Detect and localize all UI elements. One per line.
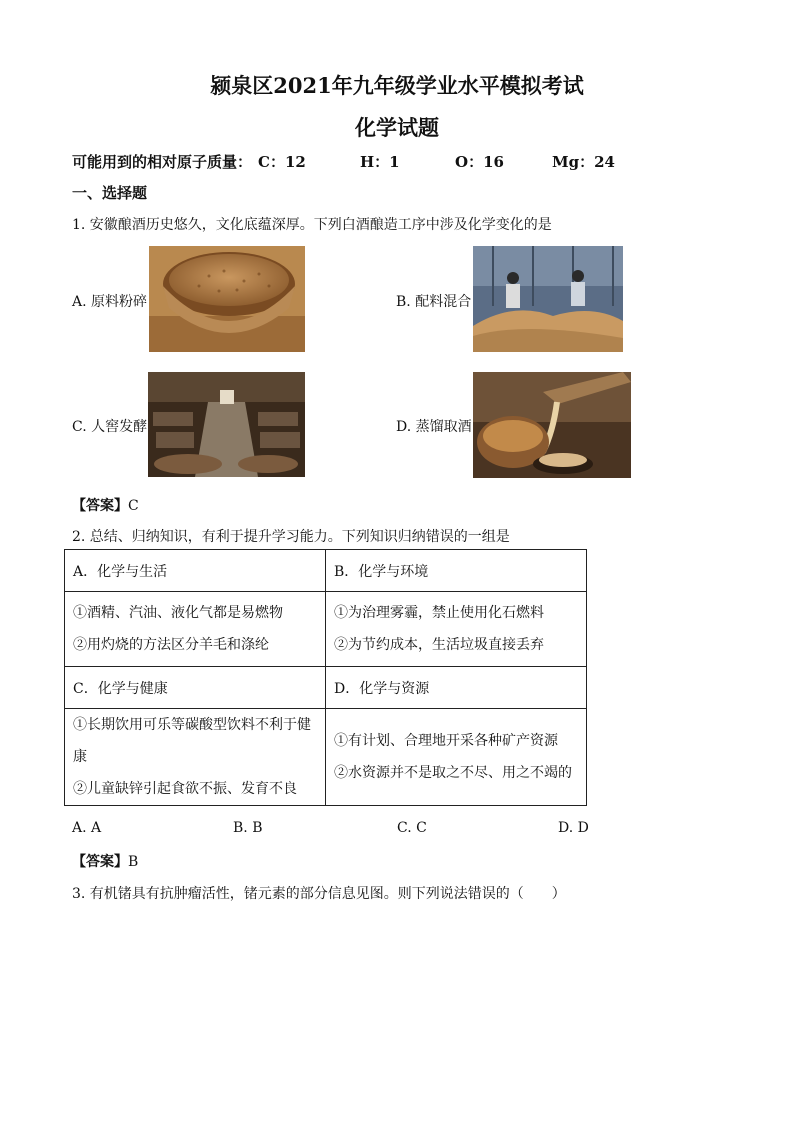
fermentation-cellar-photo (148, 372, 305, 477)
answer-tag: 【答案】 (72, 854, 128, 870)
table-line: ①有计划、合理地开采各种矿产资源 (334, 733, 558, 749)
q2-answer (72, 851, 138, 871)
knowledge-table (64, 549, 587, 806)
answer-value: C (128, 498, 139, 514)
answer-value: B (128, 854, 139, 870)
table-line: ②为节约成本，生活垃圾直接丢弃 (334, 637, 544, 653)
atomic-mass-o: O：16 (455, 153, 504, 171)
atomic-mass-h: H：1 (360, 153, 400, 171)
table-cell-c-header: C．化学与健康 (65, 667, 326, 709)
table-line: ②水资源并不是取之不尽、用之不竭的 (334, 765, 572, 781)
table-cell-b-header: B．化学与环境 (326, 550, 587, 592)
q1-option-a: A. 原料粉碎 (72, 294, 148, 310)
q2-choice-b: B. B (233, 820, 263, 836)
answer-tag: 【答案】 (72, 498, 128, 514)
table-line: ①酒精、汽油、液化气都是易燃物 (73, 605, 283, 621)
page-title: 颍泉区2021年九年级学业水平模拟考试 (210, 73, 584, 98)
q1-option-c: C. 人窖发酵 (72, 419, 148, 435)
table-line: ②用灼烧的方法区分羊毛和涤纶 (73, 637, 269, 653)
atomic-mass-label: 可能用到的相对原子质量： (72, 153, 253, 171)
grain-bowl-photo (149, 246, 305, 352)
table-cell-b-body (326, 592, 587, 667)
table-line: ②儿童缺锌引起食欲不振、发育不良 (73, 781, 297, 797)
page-subtitle: 化学试题 (355, 115, 439, 140)
table-cell-d-body (326, 709, 587, 806)
table-cell-d-header: D．化学与资源 (326, 667, 587, 709)
question-1-stem: 1. 安徽酿酒历史悠久，文化底蕴深厚。下列白酒酿造工序中涉及化学变化的是 (72, 217, 552, 233)
q2-choice-a: A. A (72, 820, 102, 836)
table-cell-a-header: A．化学与生活 (65, 550, 326, 592)
liquor-distilling-photo (473, 372, 631, 478)
atomic-mass-c: C：12 (258, 153, 306, 171)
q1-option-d: D. 蒸馏取酒 (396, 419, 472, 435)
q1-answer (72, 495, 139, 515)
table-cell-a-body (65, 592, 326, 667)
q2-choice-d: D. D (558, 820, 589, 836)
question-2-stem: 2. 总结、归纳知识，有利于提升学习能力。下列知识归纳错误的一组是 (72, 529, 510, 545)
workers-mixing-photo (473, 246, 623, 352)
section-heading: 一、选择题 (72, 184, 148, 202)
q1-option-b: B. 配料混合 (396, 294, 472, 310)
table-line: ①长期饮用可乐等碳酸型饮料不利于健康 (73, 717, 311, 765)
table-cell-c-body (65, 709, 326, 806)
q2-choice-c: C. C (397, 820, 427, 836)
atomic-mass-mg: Mg：24 (552, 153, 615, 171)
question-3-stem: 3. 有机锗具有抗肿瘤活性，锗元素的部分信息见图。则下列说法错误的（ ） (72, 886, 566, 902)
table-line: ①为治理雾霾，禁止使用化石燃料 (334, 605, 544, 621)
